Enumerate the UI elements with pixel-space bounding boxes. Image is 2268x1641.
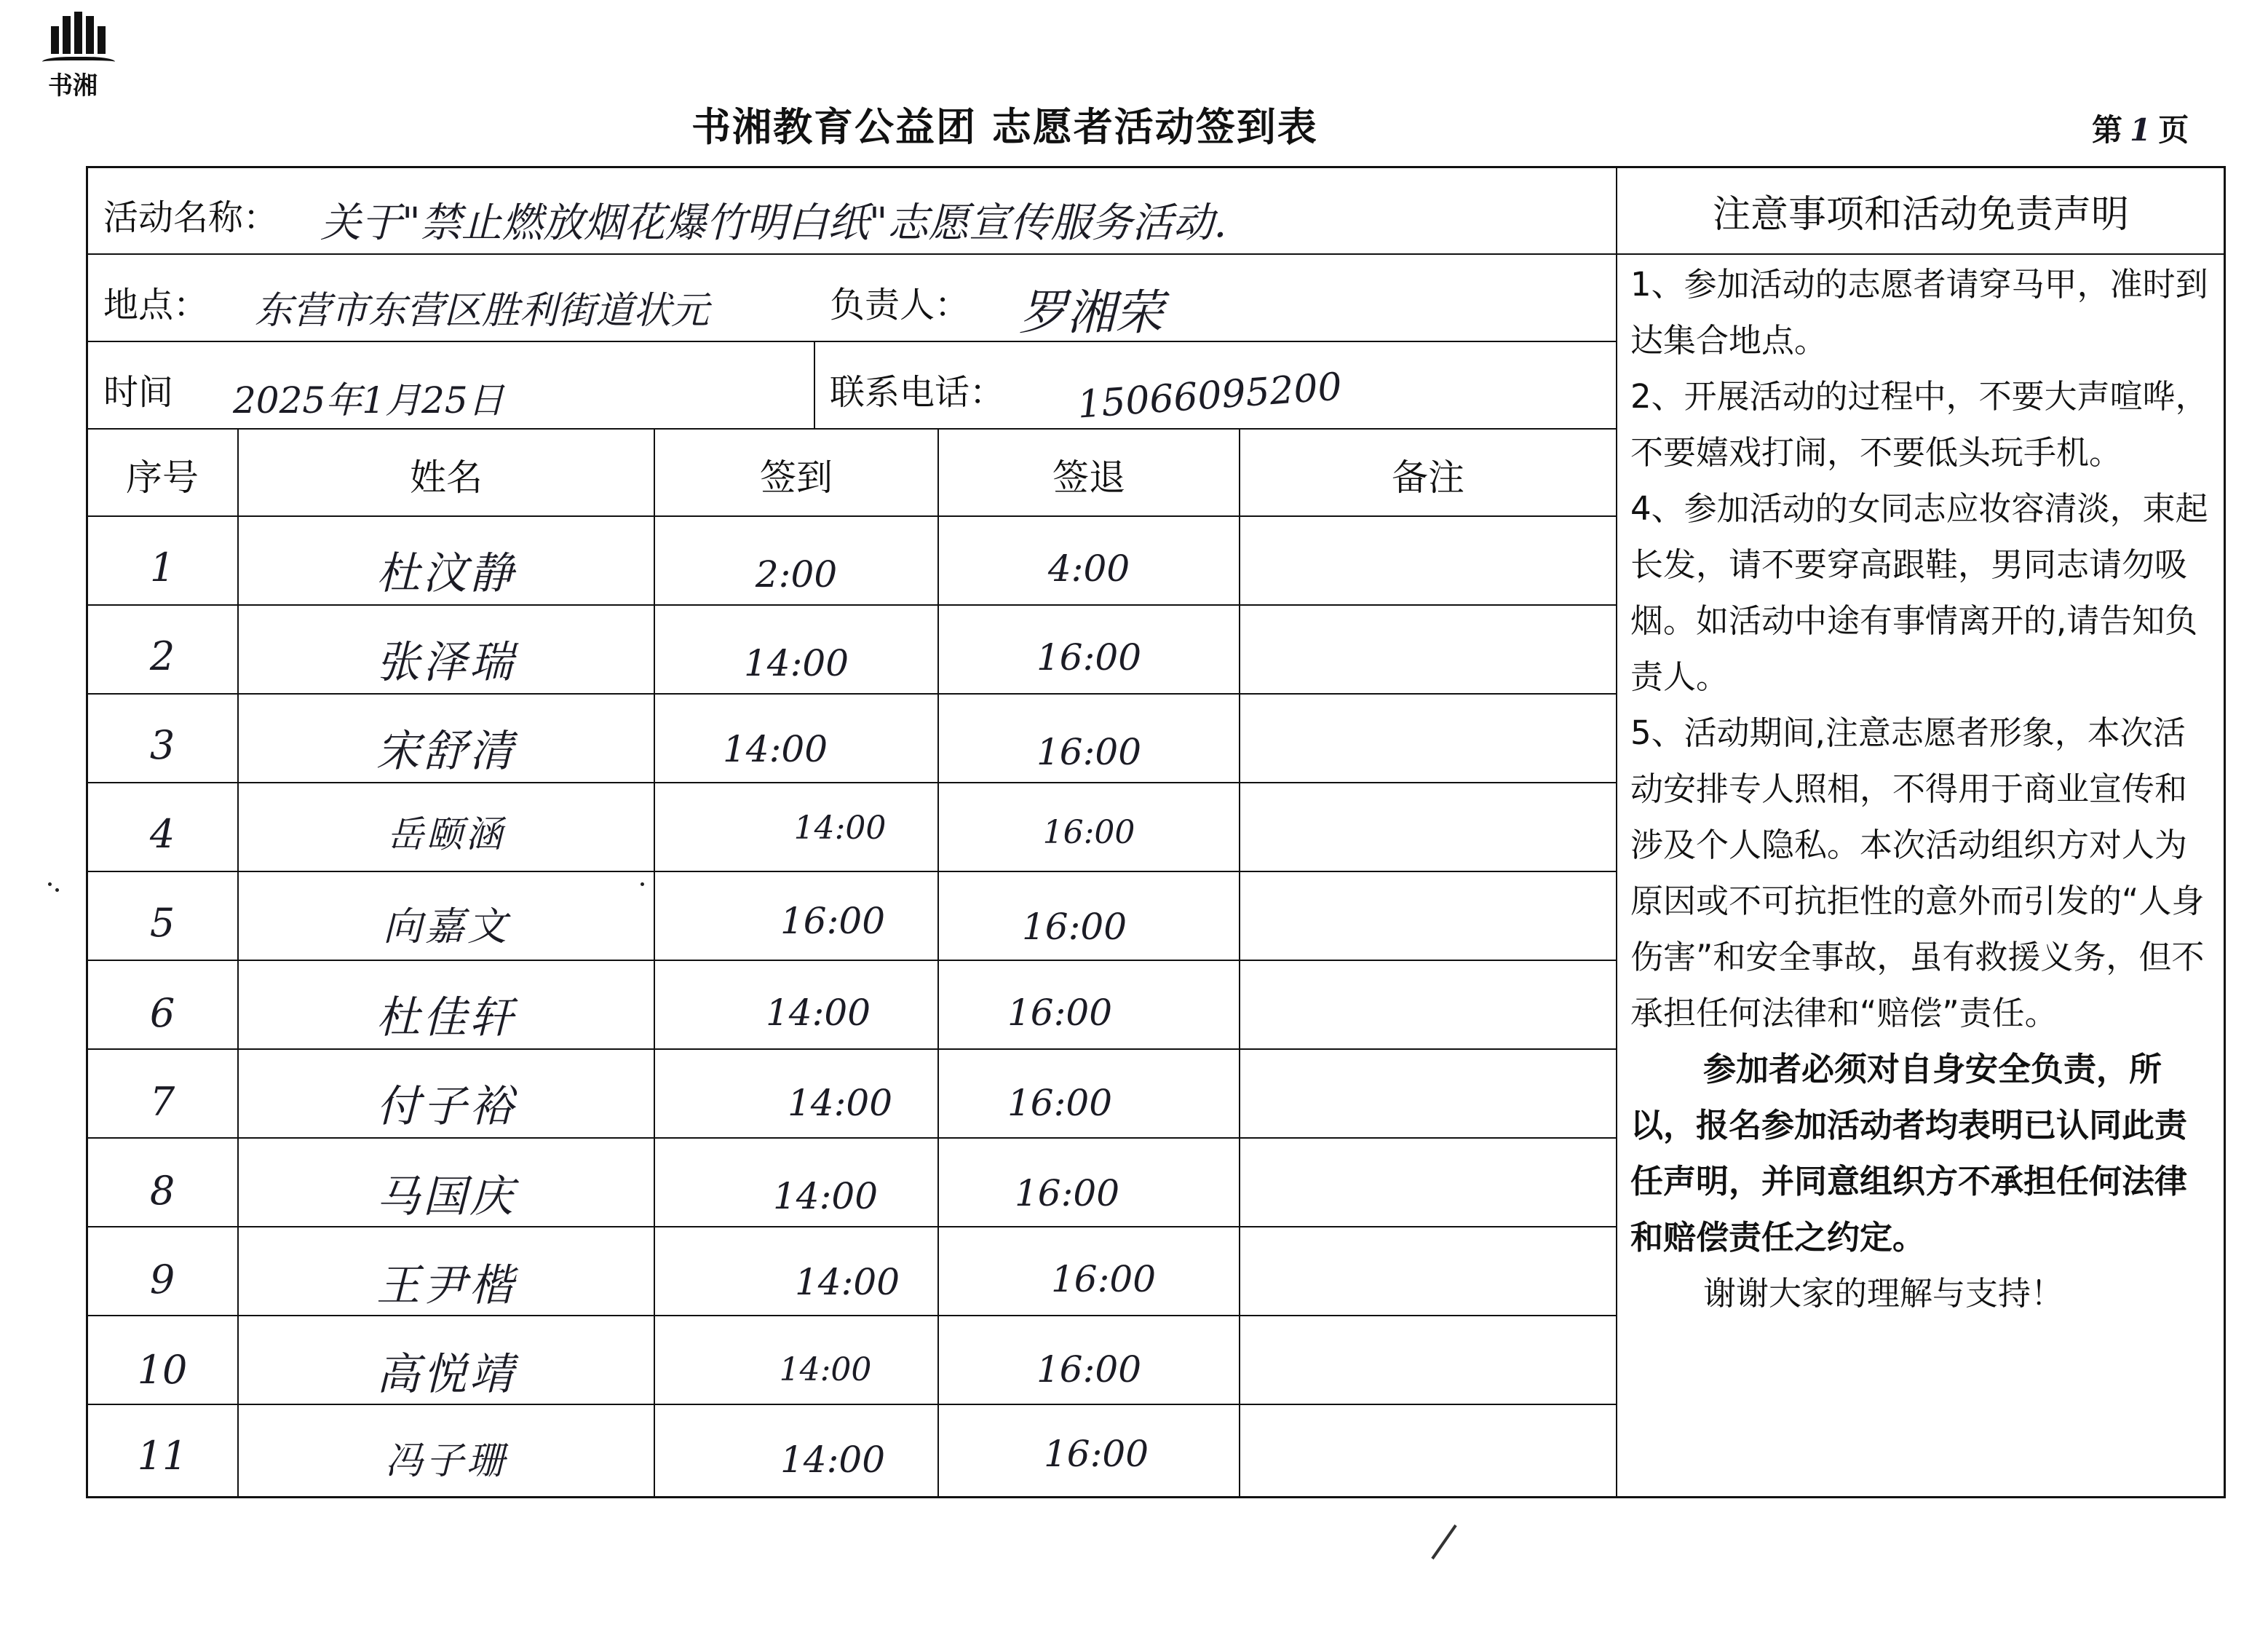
organization-logo [42,16,115,100]
row-4-in: 14:00 [793,810,887,847]
row-7-name: 付子裕 [376,1081,516,1132]
row-1-in: 2:00 [755,553,838,596]
row-1-name: 杜汶静 [376,548,516,599]
row-11-in: 14:00 [780,1439,886,1481]
notice-item-1: 1、参加活动的志愿者请穿马甲，准时到达集合地点。 [1630,265,2208,360]
time-value: 2025年1月25日 [233,379,504,422]
row-11-name: 冯子珊 [384,1439,507,1483]
notice-body [1630,256,2213,1321]
row-8-name: 马国庆 [376,1171,516,1222]
row-10-name: 高悦靖 [376,1349,516,1400]
location-value: 东营市东营区胜利街道状元 [255,289,710,333]
thanks-note: 谢谢大家的理解与支持！ [1703,1274,2064,1313]
row-6-no: 6 [149,990,175,1036]
row-9-no: 9 [149,1257,175,1302]
row-9-name: 王尹楷 [376,1260,516,1311]
row-4-name: 岳颐涵 [387,813,505,855]
notice-title: 注意事项和活动免责声明 [1712,193,2129,237]
header-seq: 序号 [126,456,199,499]
time-label: 时间 [103,372,174,413]
stray-mark [48,882,52,886]
header-remarks: 备注 [1392,456,1464,499]
row-3-no: 3 [149,722,175,768]
page-number-value: 1 [2130,112,2152,148]
row-10-in: 14:00 [779,1351,872,1388]
row-1-out: 4:00 [1047,547,1130,590]
row-3-in: 14:00 [722,728,828,770]
document-title: 书湘教育公益团 志愿者活动签到表 [691,104,1318,150]
row-2-in: 14:00 [743,642,849,684]
leader-value: 罗湘荣 [1019,285,1163,341]
row-11-no: 11 [137,1433,188,1479]
row-6-out: 16:00 [1007,992,1113,1034]
activity-name-value: 关于"禁止燃放烟花爆竹明白纸"志愿宣传服务活动. [320,199,1227,247]
header-name: 姓名 [410,456,483,499]
stray-mark [55,888,59,892]
notice-item-2: 2、开展活动的过程中，不要大声喧哗，不要嬉戏打闹，不要低头玩手机。 [1630,377,2208,472]
row-10-no: 10 [137,1347,188,1393]
row-5-in: 16:00 [780,900,886,942]
row-5-out: 16:00 [1021,906,1127,948]
row-7-out: 16:00 [1007,1082,1113,1124]
row-1-no: 1 [149,545,175,590]
row-8-in: 14:00 [772,1175,879,1217]
row-2-no: 2 [149,633,175,679]
header-sign-out: 签退 [1052,456,1125,499]
row-10-out: 16:00 [1036,1348,1142,1391]
row-7-in: 14:00 [787,1082,893,1124]
row-3-out: 16:00 [1036,731,1142,773]
leader-label: 负责人： [830,285,970,325]
location-label: 地点： [103,285,209,325]
row-5-no: 5 [149,900,175,946]
row-3-name: 宋舒清 [376,726,516,777]
logo-mark [48,16,109,58]
row-7-no: 7 [149,1079,175,1125]
row-2-out: 16:00 [1036,636,1142,679]
row-6-name: 杜佳轩 [376,992,516,1043]
row-8-out: 16:00 [1014,1172,1120,1214]
row-9-in: 14:00 [794,1261,900,1303]
stray-mark [641,882,644,886]
page-number: 第 1 页 [2092,112,2189,148]
row-4-no: 4 [149,811,175,857]
row-9-out: 16:00 [1050,1258,1157,1300]
phone-label: 联系电话： [830,372,1005,413]
activity-name-label: 活动名称： [103,197,279,238]
row-2-name: 张泽瑞 [376,637,516,688]
header-sign-in: 签到 [760,456,833,499]
liability-statement: 参加者必须对自身安全负责，所以，报名参加活动者均表明已认同此责任声明，并同意组织方不承担任何法律和赔偿责任之约定。 [1630,1050,2188,1257]
notice-item-4: 4、参加活动的女同志应妆容清淡，束起长发，请不要穿高跟鞋，男同志请勿吸烟。如活动中途有事情离开的,请告知负责人。 [1630,489,2208,696]
row-8-no: 8 [149,1168,175,1214]
row-11-out: 16:00 [1043,1433,1149,1475]
row-5-name: 向嘉文 [383,903,509,949]
phone-value: 15066095200 [1076,365,1344,427]
row-4-out: 16:00 [1042,814,1135,851]
notice-item-5: 5、活动期间,注意志愿者形象，本次活动安排专人照相，不得用于商业宣传和涉及个人隐私。本次活动组织方对人为原因或不可抗拒性的意外而引发的“人身伤害”和安全事故，虽有救援义务，但不承担任何法律和“赔偿”责任。 [1630,713,2205,1032]
row-6-in: 14:00 [765,992,871,1034]
pen-tick-mark [1431,1525,1456,1559]
logo-text: 书湘 [48,71,98,100]
